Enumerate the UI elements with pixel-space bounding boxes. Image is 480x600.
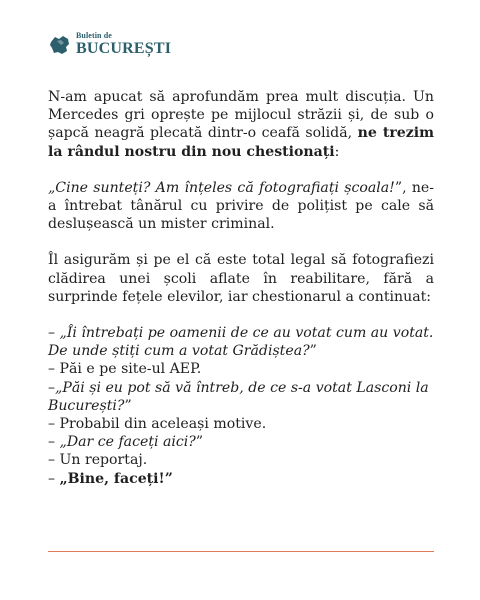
- dialog-text: – Probabil din aceleași motive.: [48, 416, 267, 433]
- bottom-divider: [48, 551, 434, 552]
- dialog-italic: „Îi întrebați pe oamenii de ce au votat cum au votat. De unde știți cum a votat Grădiștea?: [48, 325, 434, 360]
- dialog-line: [48, 324, 434, 360]
- dialog-line: [48, 433, 434, 451]
- dialog-bold: „Bine, faceți!”: [59, 470, 173, 487]
- paragraph-intro-end: :: [334, 143, 340, 160]
- bucharest-map-icon: [48, 33, 72, 57]
- dialog-text: – Păi e pe site-ul AEP.: [48, 361, 202, 378]
- dialog-dash: –: [48, 379, 56, 396]
- paragraph-intro: [48, 88, 434, 161]
- dialog-block: [48, 324, 434, 488]
- paragraph-quote: [48, 179, 434, 234]
- dialog-dash: –: [48, 325, 60, 342]
- dialog-close-quote: ”: [124, 397, 132, 414]
- paragraph-intro-text: N-am apucat să aprofundăm prea mult discuția. Un Mercedes gri oprește pe mijlocul străzii și, de sub o șapcă neagră plecată dintr-o ceafă solidă,: [48, 89, 434, 142]
- quote-italic: „Cine sunteți? Am înțeles că fotografiați școala!: [48, 179, 395, 196]
- dialog-close-quote: ”: [195, 434, 204, 451]
- dialog-dash: –: [48, 434, 60, 451]
- dialog-line: [48, 451, 434, 469]
- article-body: [48, 88, 434, 488]
- dialog-text: – Un reportaj.: [48, 452, 148, 469]
- dialog-line: [48, 360, 434, 378]
- dialog-italic: „Păi și eu pot să vă întreb, de ce s-a votat Lasconi la București?: [48, 379, 429, 414]
- dialog-italic: „Dar ce faceți aici?: [59, 434, 196, 451]
- dialog-line-final: [48, 470, 434, 488]
- logo-wordmark: [76, 32, 171, 57]
- dialog-close-quote: ”: [309, 343, 317, 360]
- logo-subtitle: Buletin de: [76, 31, 112, 40]
- logo-title: BUCUREȘTI: [76, 40, 172, 57]
- paragraph-intro-bold: ne trezim la rândul nostru din nou chestionați: [48, 125, 434, 160]
- dialog-line: [48, 379, 434, 415]
- publication-logo[interactable]: [48, 32, 171, 57]
- paragraph-assurance: Îl asigurăm și pe el că este total legal să fotografiezi clădirea unei școli aflate în reabilitare, fără a surprinde fețele elevilor, iar chestionarul a continuat:: [48, 252, 434, 305]
- dialog-line: [48, 415, 434, 433]
- quote-rest: ”, ne-a întrebat tânărul cu privire de polițist pe cale să deslușească un mister criminal.: [48, 179, 434, 233]
- dialog-dash: –: [48, 470, 60, 487]
